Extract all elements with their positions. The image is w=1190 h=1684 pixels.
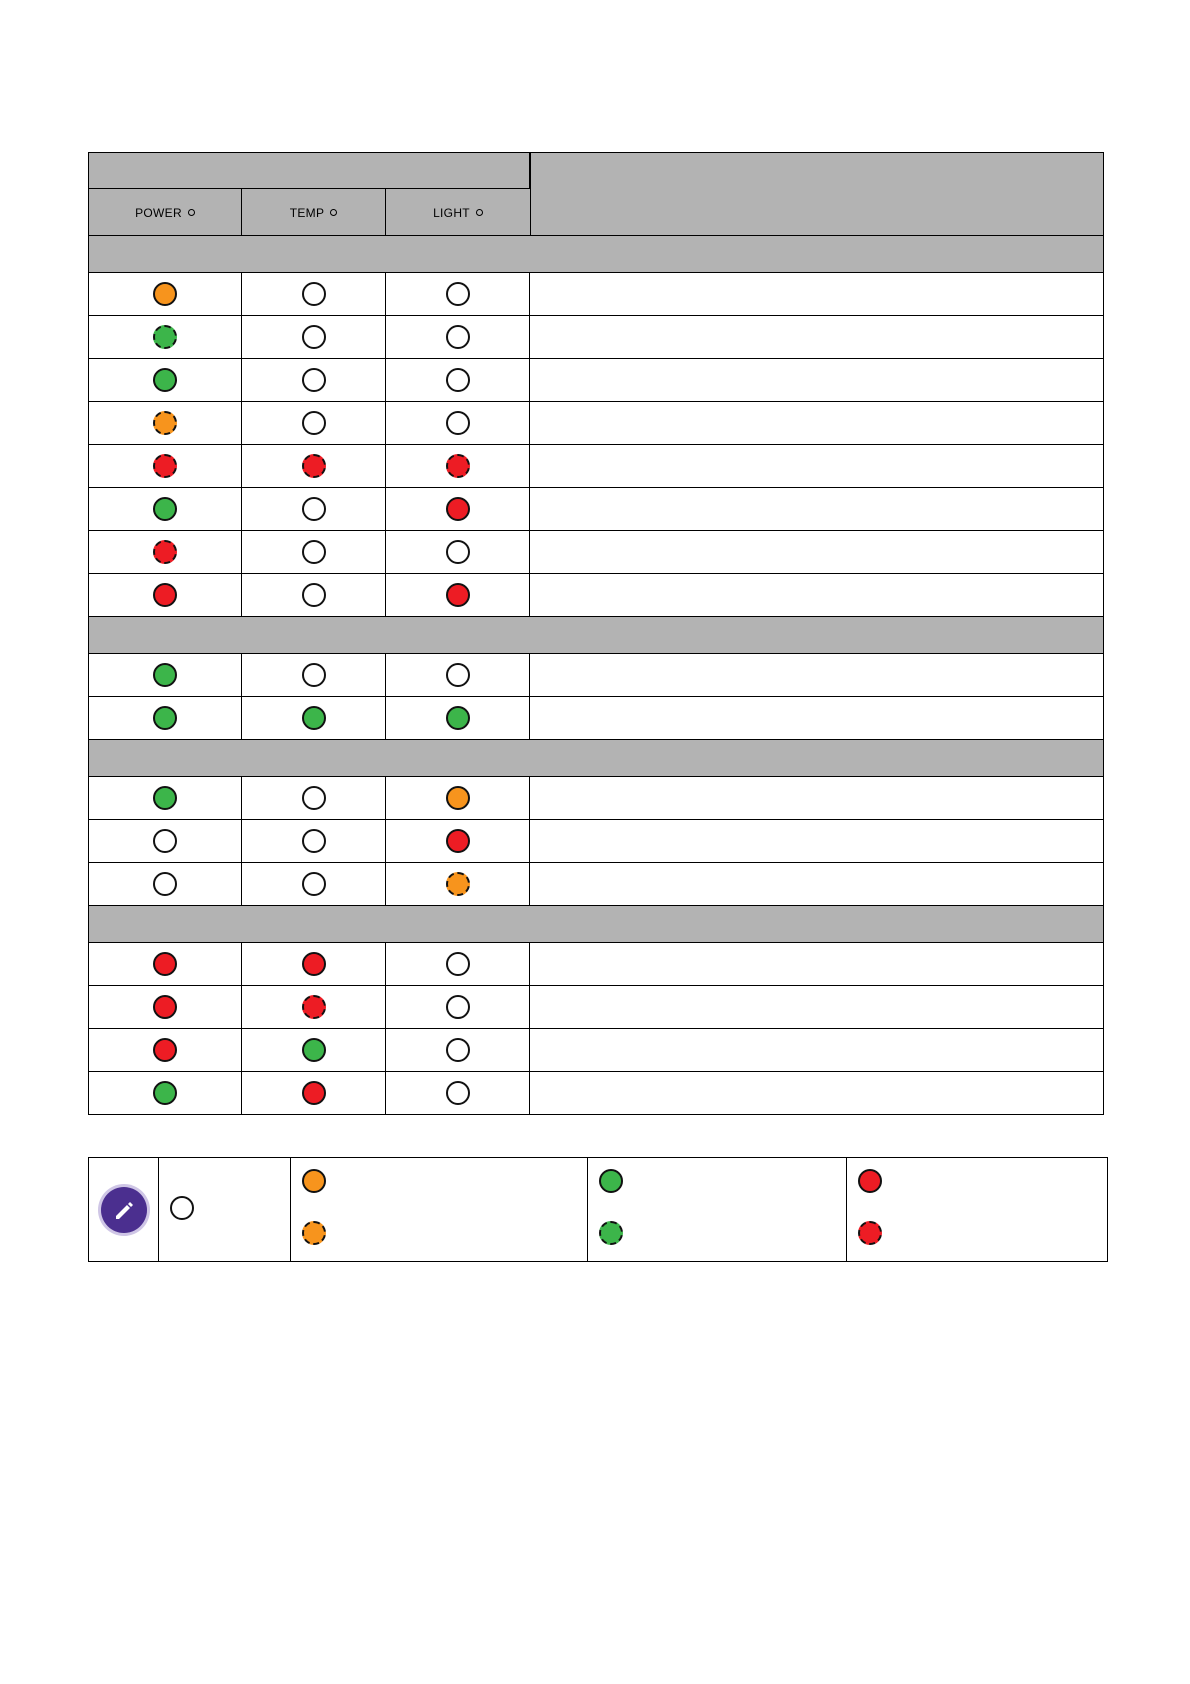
led-red-flash-icon	[153, 540, 177, 564]
table-row	[88, 359, 1104, 402]
temp-cell	[242, 943, 386, 985]
power-cell	[89, 863, 242, 905]
table-row	[88, 1072, 1104, 1115]
status-description-cell	[530, 943, 1103, 985]
temp-dot-icon	[330, 209, 337, 216]
led-red-flash-icon	[153, 454, 177, 478]
header-temp	[242, 189, 386, 236]
temp-cell	[242, 531, 386, 573]
status-description-cell	[530, 445, 1103, 487]
light-cell	[386, 445, 530, 487]
light-cell	[386, 863, 530, 905]
led-red-icon	[302, 952, 326, 976]
temp-cell	[242, 316, 386, 358]
led-green-icon	[153, 1081, 177, 1105]
header-description-column	[530, 153, 1103, 235]
led-off-icon	[302, 540, 326, 564]
header-indicator-group	[89, 153, 530, 189]
power-cell	[89, 1072, 242, 1114]
temp-cell	[242, 986, 386, 1028]
table-row	[88, 1029, 1104, 1072]
led-off-icon	[446, 663, 470, 687]
light-cell	[386, 986, 530, 1028]
led-off-icon	[446, 952, 470, 976]
led-red-icon	[858, 1169, 882, 1193]
status-description-cell	[530, 316, 1103, 358]
led-green-icon	[153, 706, 177, 730]
led-orange-flash-icon	[153, 411, 177, 435]
section-header	[88, 617, 1104, 654]
temp-cell	[242, 863, 386, 905]
status-description-cell	[530, 777, 1103, 819]
led-red-flash-icon	[302, 454, 326, 478]
section-header	[88, 236, 1104, 273]
led-off-icon	[446, 368, 470, 392]
power-cell	[89, 777, 242, 819]
led-green-icon	[302, 1038, 326, 1062]
table-row	[88, 777, 1104, 820]
status-description-cell	[530, 273, 1103, 315]
legend-off	[159, 1158, 291, 1261]
status-description-cell	[530, 488, 1103, 530]
header-light-label: LIGHT	[433, 205, 470, 220]
temp-cell	[242, 820, 386, 862]
temp-cell	[242, 1029, 386, 1071]
led-off-icon	[446, 995, 470, 1019]
table-row	[88, 654, 1104, 697]
led-off-icon	[446, 282, 470, 306]
led-red-icon	[446, 583, 470, 607]
light-cell	[386, 488, 530, 530]
status-description-cell	[530, 531, 1103, 573]
led-red-icon	[153, 952, 177, 976]
led-red-icon	[446, 497, 470, 521]
led-red-icon	[153, 1038, 177, 1062]
led-orange-icon	[302, 1169, 326, 1193]
header-light	[386, 189, 530, 236]
led-red-icon	[302, 1081, 326, 1105]
led-off-icon	[302, 583, 326, 607]
led-off-icon	[302, 663, 326, 687]
status-description-cell	[530, 820, 1103, 862]
table-row	[88, 943, 1104, 986]
temp-cell	[242, 654, 386, 696]
led-red-icon	[446, 829, 470, 853]
led-off-icon	[302, 786, 326, 810]
led-off-icon	[302, 325, 326, 349]
light-cell	[386, 777, 530, 819]
led-off-icon	[446, 1038, 470, 1062]
led-green-icon	[599, 1169, 623, 1193]
power-cell	[89, 402, 242, 444]
table-row	[88, 488, 1104, 531]
section-header	[88, 740, 1104, 777]
light-cell	[386, 316, 530, 358]
temp-cell	[242, 574, 386, 616]
led-off-icon	[446, 1081, 470, 1105]
power-cell	[89, 531, 242, 573]
led-green-icon	[153, 497, 177, 521]
table-row	[88, 574, 1104, 617]
light-cell	[386, 697, 530, 739]
table-row	[88, 820, 1104, 863]
led-orange-icon	[153, 282, 177, 306]
temp-cell	[242, 697, 386, 739]
led-off-icon	[302, 411, 326, 435]
status-description-cell	[530, 863, 1103, 905]
led-green-flash-icon	[153, 325, 177, 349]
led-off-icon	[446, 540, 470, 564]
power-cell	[89, 697, 242, 739]
led-red-icon	[153, 995, 177, 1019]
light-cell	[386, 1072, 530, 1114]
table-row	[88, 273, 1104, 316]
led-off-icon	[302, 872, 326, 896]
table-row	[88, 986, 1104, 1029]
temp-cell	[242, 359, 386, 401]
led-off-icon	[302, 282, 326, 306]
led-off-icon	[153, 829, 177, 853]
light-dot-icon	[476, 209, 483, 216]
power-cell	[89, 820, 242, 862]
led-off-icon	[302, 368, 326, 392]
power-dot-icon	[188, 209, 195, 216]
temp-cell	[242, 273, 386, 315]
led-orange-flash-icon	[446, 872, 470, 896]
note-icon-cell	[89, 1158, 159, 1261]
table-row	[88, 531, 1104, 574]
led-green-icon	[153, 368, 177, 392]
power-cell	[89, 316, 242, 358]
table-row	[88, 402, 1104, 445]
status-description-cell	[530, 697, 1103, 739]
table-row	[88, 316, 1104, 359]
power-cell	[89, 986, 242, 1028]
light-cell	[386, 402, 530, 444]
light-cell	[386, 273, 530, 315]
temp-cell	[242, 1072, 386, 1114]
led-off-icon	[446, 325, 470, 349]
legend-red	[847, 1158, 1107, 1261]
status-description-cell	[530, 1072, 1103, 1114]
header-temp-label: TEMP	[289, 205, 325, 220]
status-description-cell	[530, 402, 1103, 444]
status-description-cell	[530, 986, 1103, 1028]
legend-orange	[291, 1158, 588, 1261]
led-off-icon	[302, 829, 326, 853]
power-cell	[89, 654, 242, 696]
led-orange-icon	[446, 786, 470, 810]
header-power-label: POWER	[135, 205, 182, 220]
led-red-flash-icon	[858, 1221, 882, 1245]
led-red-flash-icon	[446, 454, 470, 478]
temp-cell	[242, 402, 386, 444]
legend-green	[588, 1158, 847, 1261]
header-power	[89, 189, 242, 236]
light-cell	[386, 359, 530, 401]
led-green-icon	[153, 663, 177, 687]
status-description-cell	[530, 654, 1103, 696]
status-description-cell	[530, 574, 1103, 616]
table-row	[88, 697, 1104, 740]
led-legend	[88, 1157, 1108, 1262]
led-red-flash-icon	[302, 995, 326, 1019]
led-green-flash-icon	[599, 1221, 623, 1245]
led-off-icon	[302, 497, 326, 521]
light-cell	[386, 574, 530, 616]
led-off-icon	[153, 872, 177, 896]
light-cell	[386, 654, 530, 696]
table-body	[88, 236, 1104, 1115]
led-orange-flash-icon	[302, 1221, 326, 1245]
light-cell	[386, 1029, 530, 1071]
power-cell	[89, 445, 242, 487]
status-description-cell	[530, 1029, 1103, 1071]
table-row	[88, 863, 1104, 906]
temp-cell	[242, 488, 386, 530]
power-cell	[89, 359, 242, 401]
table-row	[88, 445, 1104, 488]
temp-cell	[242, 445, 386, 487]
power-cell	[89, 273, 242, 315]
section-header	[88, 906, 1104, 943]
pencil-note-icon	[101, 1187, 147, 1233]
table-header	[88, 152, 1104, 236]
light-cell	[386, 531, 530, 573]
led-green-icon	[153, 786, 177, 810]
led-red-icon	[153, 583, 177, 607]
status-description-cell	[530, 359, 1103, 401]
led-indicator-table	[88, 152, 1104, 1115]
led-green-icon	[302, 706, 326, 730]
light-cell	[386, 820, 530, 862]
power-cell	[89, 488, 242, 530]
power-cell	[89, 943, 242, 985]
power-cell	[89, 1029, 242, 1071]
temp-cell	[242, 777, 386, 819]
led-off-icon	[170, 1196, 194, 1220]
led-green-icon	[446, 706, 470, 730]
power-cell	[89, 574, 242, 616]
light-cell	[386, 943, 530, 985]
led-off-icon	[446, 411, 470, 435]
